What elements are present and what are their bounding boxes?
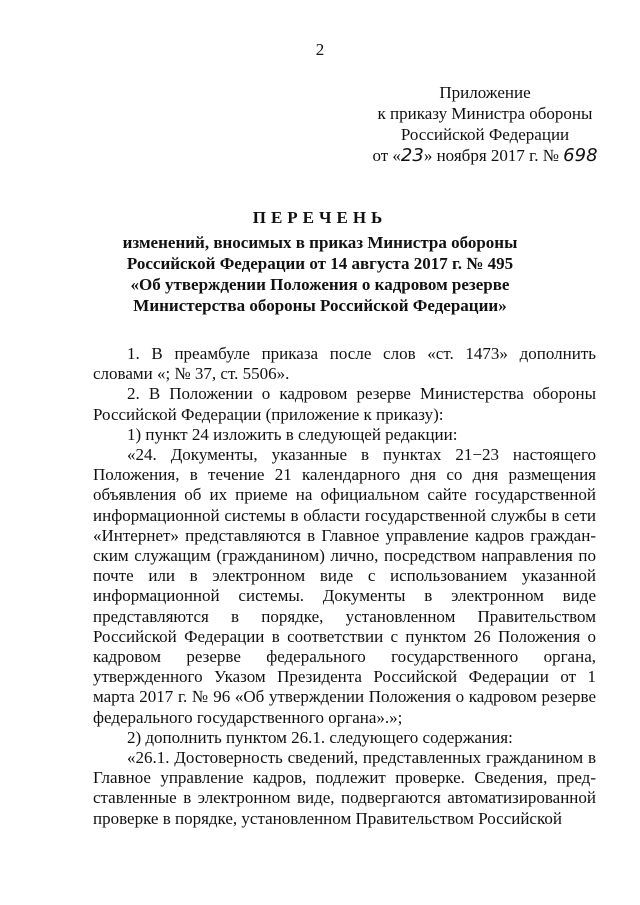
handwritten-order-number: 698	[563, 145, 598, 166]
document-body	[93, 344, 596, 829]
paragraph: «26.1. Достоверность сведений, представленных гражданином в Главное управление кадров, подлежит проверке. Сведения, представленные в электронном виде, подвергаются автоматизированной проверке в порядке, установленном Правительством Российской	[93, 748, 596, 828]
paragraph: 1. В преамбуле приказа после слов «ст. 1473» дополнить словами «; № 37, ст. 5506».	[93, 344, 596, 384]
document-title: ПЕРЕЧЕНЬ	[252, 208, 388, 227]
appendix-header	[360, 82, 610, 166]
paragraph: 1) пункт 24 изложить в следующей редакции:	[127, 424, 458, 444]
page-number: 2	[315, 40, 325, 59]
date-middle: » ноября 2017 г. №	[423, 146, 559, 165]
subtitle-line: изменений, вносимых в приказ Министра обороны	[122, 233, 518, 252]
appendix-line: Российской Федерации	[400, 125, 570, 144]
paragraph: 2. В Положении о кадровом резерве Министерства обороны Российской Федерации (приложение к приказу):	[93, 384, 596, 424]
subtitle-line: Российской Федерации от 14 августа 2017 г. № 495	[126, 254, 514, 273]
appendix-line: к приказу Министра обороны	[377, 104, 593, 123]
paragraph: «24. Документы, указанные в пунктах 21−23 настоящего Положения, в течение 21 календарного дня со дня размещения объявления об их приеме на официальном сайте государственной информационной системы в области государственной службы в сети «Интернет» представляются в Главное управление кадров гражданским служащим (гражданином) лично, посредством направления по почте или в электронном виде с использованием указанной информационной системы. Документы в электронном виде представляются в порядке, установленном Правительством Российской Федерации в соответствии с пунктом 26 Положения о кадровом резерве федерального государственного органа, утвержденного Указом Президента Российской Федерации от 1 марта 2017 г. № 96 «Об утверждении Положения о кадровом резерве федерального государственного органа».»;	[93, 445, 596, 727]
document-subtitle	[60, 232, 580, 316]
subtitle-line: Министерства обороны Российской Федерации»	[133, 296, 507, 315]
appendix-date-line	[360, 145, 610, 166]
handwritten-day: 23	[400, 145, 424, 166]
appendix-line: Приложение	[439, 83, 531, 102]
date-prefix: от «	[372, 146, 401, 165]
paragraph: 2) дополнить пунктом 26.1. следующего содержания:	[127, 727, 513, 747]
subtitle-line: «Об утверждении Положения о кадровом резерве	[130, 275, 510, 294]
